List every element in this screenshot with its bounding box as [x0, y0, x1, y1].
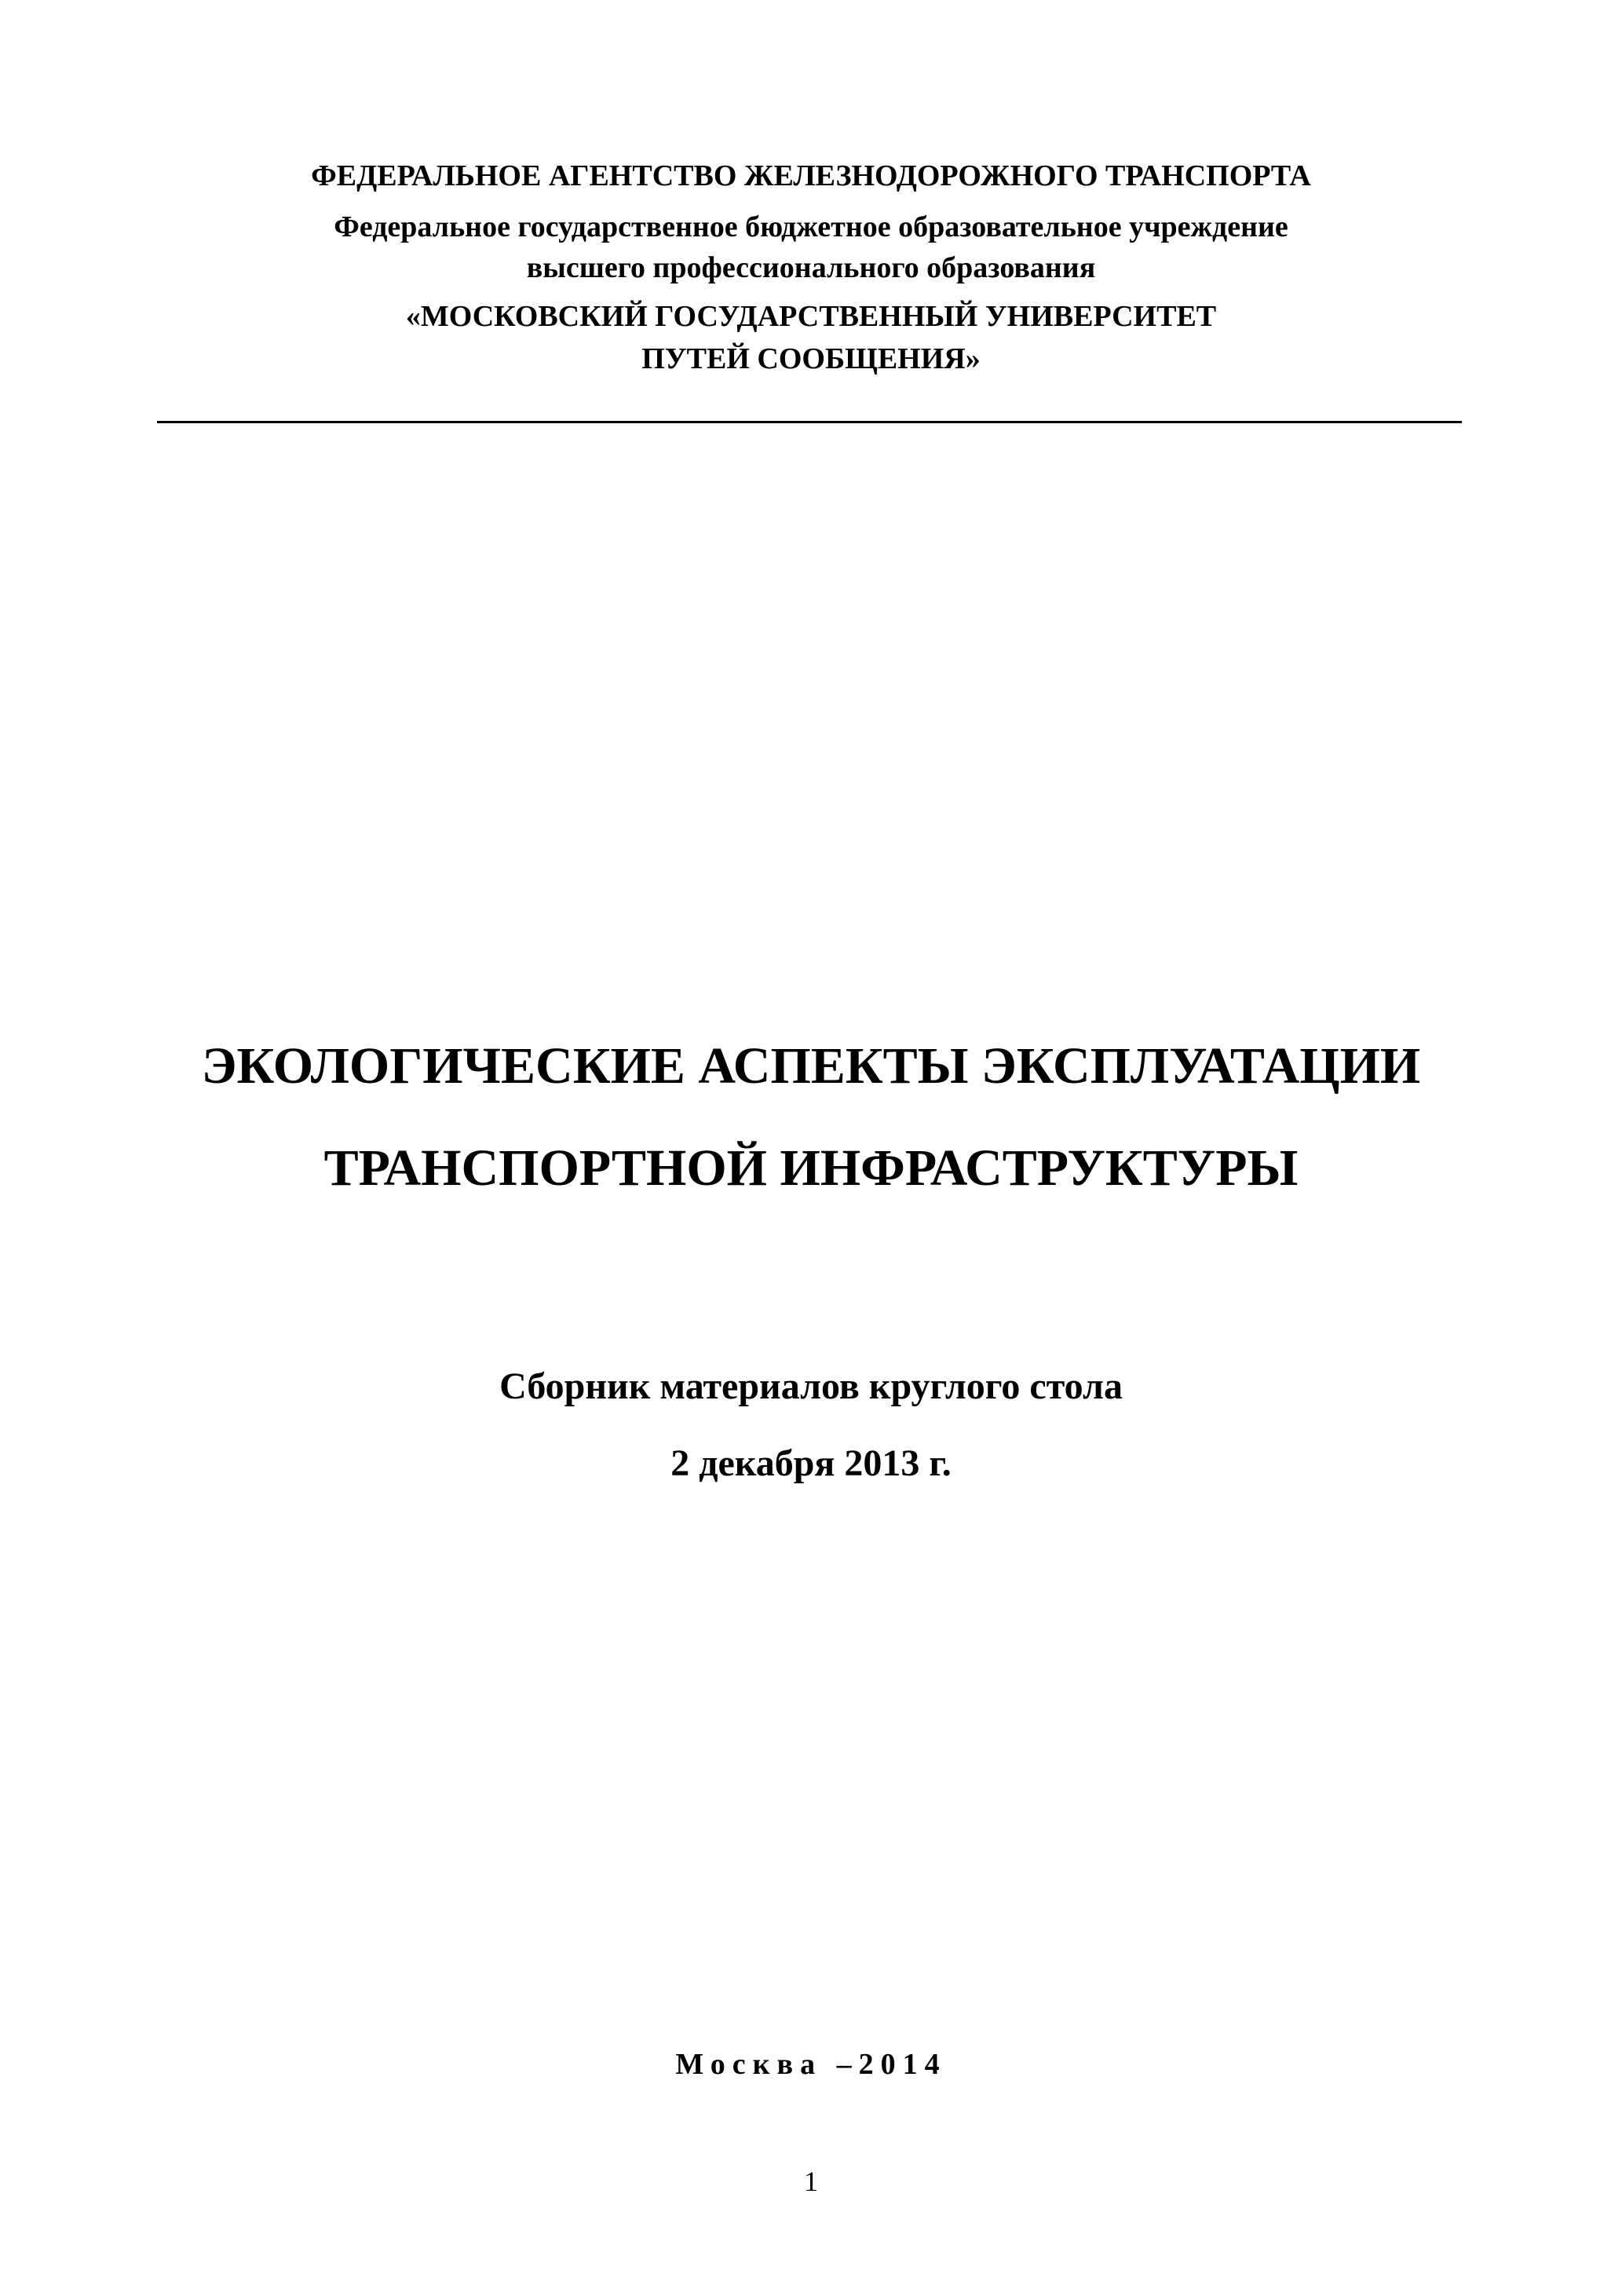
place-and-year: Москва –2014	[675, 2048, 947, 2081]
institution-type-line2: высшего профессионального образования	[526, 251, 1096, 284]
document-title-line2: ТРАНСПОРТНОЙ ИНФРАСТРУКТУРЫ	[323, 1139, 1299, 1197]
page-number: 1	[804, 2166, 818, 2197]
institution-type-line1: Федеральное государственное бюджетное образовательное учреждение	[334, 210, 1288, 243]
agency-name: ФЕДЕРАЛЬНОЕ АГЕНТСТВО ЖЕЛЕЗНОДОРОЖНОГО ТРАНСПОРТА	[311, 159, 1311, 192]
document-date: 2 декабря 2013 г.	[670, 1442, 952, 1484]
document-title-line1: ЭКОЛОГИЧЕСКИЕ АСПЕКТЫ ЭКСПЛУАТАЦИИ	[201, 1037, 1421, 1095]
university-name-line2: ПУТЕЙ СООБЩЕНИЯ»	[641, 342, 981, 375]
header-divider	[157, 421, 1462, 423]
university-name-line1: «МОСКОВСКИЙ ГОСУДАРСТВЕННЫЙ УНИВЕРСИТЕТ	[405, 300, 1217, 333]
document-subtitle: Сборник материалов круглого стола	[499, 1366, 1123, 1407]
